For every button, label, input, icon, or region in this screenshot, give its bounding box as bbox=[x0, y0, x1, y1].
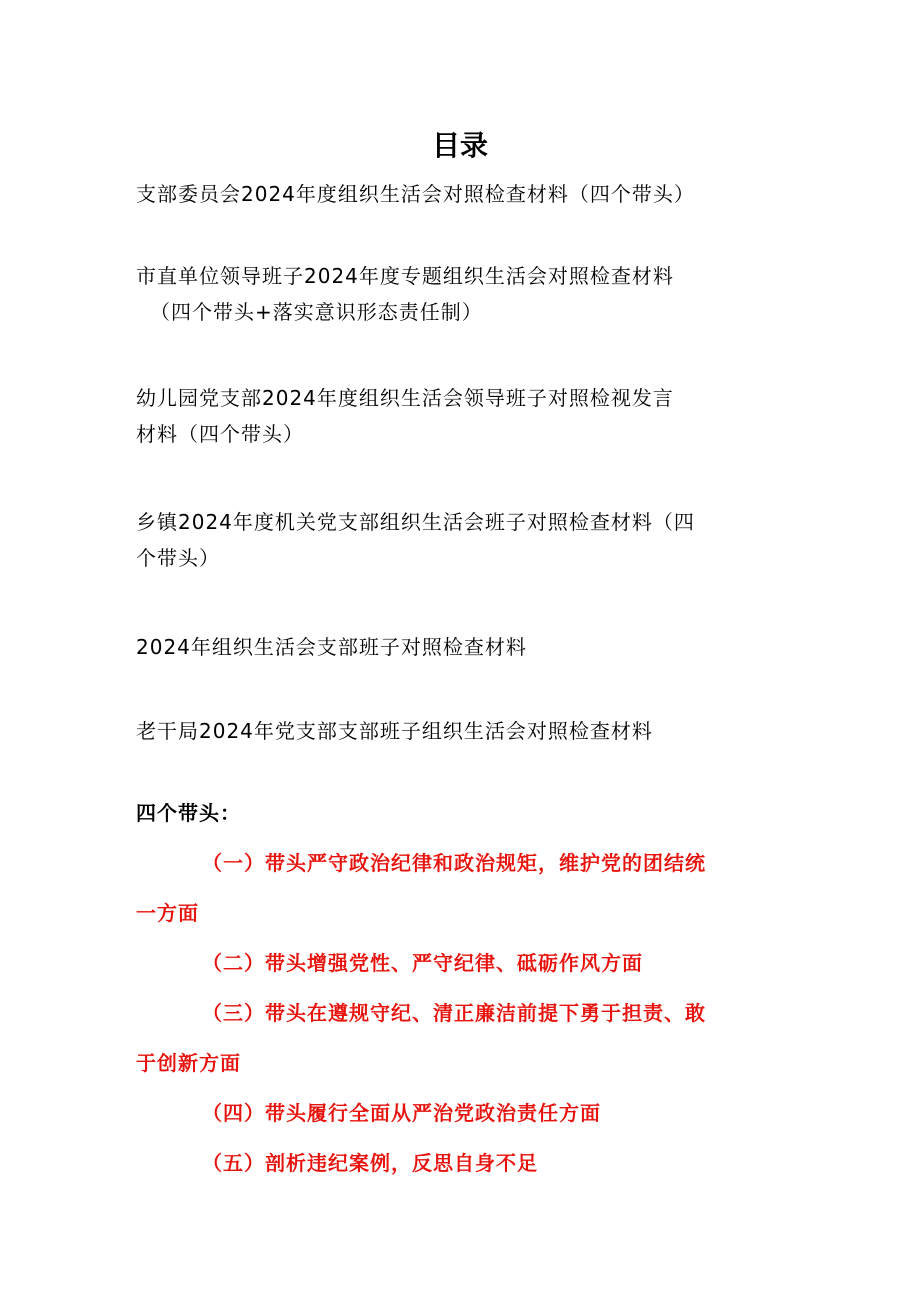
toc-entry-text-continued: 材料（四个带头） bbox=[136, 422, 304, 446]
section-item-text: （四）带头履行全面从严治党政治责任方面 bbox=[202, 1101, 601, 1125]
toc-entry-text: 幼儿园党支部2024年度组织生活会领导班子对照检视发言 bbox=[136, 386, 674, 410]
toc-entry-text: 老干局2024年党支部支部班子组织生活会对照检查材料 bbox=[136, 719, 653, 743]
section-item-text-continued: 于创新方面 bbox=[136, 1051, 241, 1075]
toc-entry-text: 支部委员会2024年度组织生活会对照检查材料（四个带头） bbox=[136, 182, 695, 206]
section-item-text: （三）带头在遵规守纪、清正廉洁前提下勇于担责、敢 bbox=[202, 1001, 706, 1025]
section-item-2 bbox=[202, 946, 643, 996]
section-item-text: （五）剖析违纪案例，反思自身不足 bbox=[202, 1151, 538, 1175]
toc-entry-text: 乡镇2024年度机关党支部组织生活会班子对照检查材料（四 bbox=[136, 510, 695, 534]
section-item-4 bbox=[202, 1096, 601, 1146]
toc-entry-5 bbox=[136, 629, 776, 665]
toc-entry-6 bbox=[136, 713, 776, 749]
section-item-5 bbox=[202, 1146, 538, 1196]
section-item-text-continued: 一方面 bbox=[136, 901, 199, 925]
toc-entry-text: 市直单位领导班子2024年度专题组织生活会对照检查材料 bbox=[136, 264, 674, 288]
section-item-text: （一）带头严守政治纪律和政治规矩，维护党的团结统 bbox=[202, 851, 706, 875]
toc-entry-text-continued: 个带头） bbox=[136, 546, 220, 570]
section-heading: 四个带头： bbox=[136, 801, 241, 825]
section-item-text: （二）带头增强党性、严守纪律、砥砺作风方面 bbox=[202, 951, 643, 975]
toc-entry-3 bbox=[136, 380, 776, 452]
toc-entry-text-continued: （四个带头+落实意识形态责任制） bbox=[150, 300, 483, 324]
toc-entry-1 bbox=[136, 176, 776, 212]
toc-entry-4 bbox=[136, 504, 776, 576]
toc-entry-text: 2024年组织生活会支部班子对照检查材料 bbox=[136, 635, 527, 659]
page-title: 目录 bbox=[431, 129, 488, 162]
section-item-1 bbox=[136, 846, 706, 946]
section-item-3 bbox=[136, 996, 706, 1096]
toc-entry-2 bbox=[136, 258, 776, 330]
